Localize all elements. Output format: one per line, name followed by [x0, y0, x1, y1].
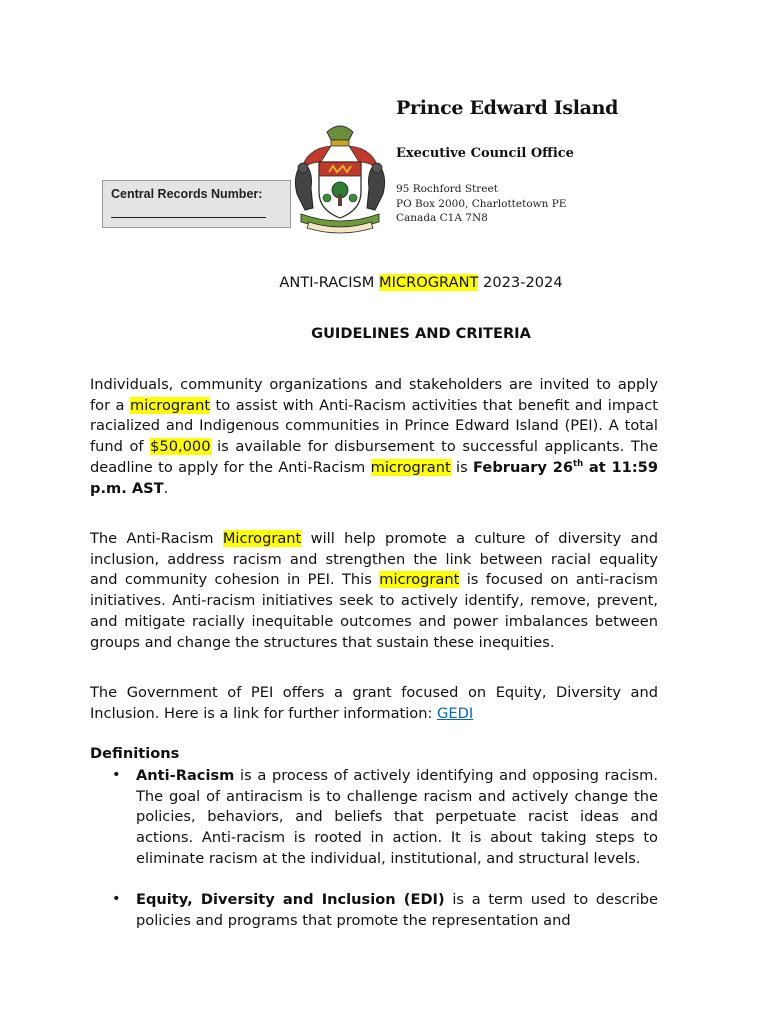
pei-coat-of-arms-icon: [287, 118, 393, 236]
gedi-paragraph: The Government of PEI offers a grant focused on Equity, Diversity and Inclusion. Here is a link for further information: GEDI: [90, 684, 658, 722]
deadline-date: February 26th at 11:59 p.m. AST: [90, 458, 658, 497]
bullet-icon: •: [112, 890, 121, 907]
address-line: PO Box 2000, Charlottetown PE: [396, 198, 567, 210]
central-records-line: [111, 217, 266, 218]
org-title: Prince Edward Island: [396, 97, 619, 119]
bullet-icon: •: [112, 766, 121, 783]
definition-item-anti-racism: Anti-Racism is a process of actively identifying and opposing racism. The goal of antiracism is to challenge racism and actively change the policies, behaviors, and beliefs that perpetuate racist ideas and actions. Anti-racism is rooted in action. It is about taking steps to eliminate racism at the individual, institutional, and structural levels.: [136, 767, 658, 867]
address-line: Canada C1A 7N8: [396, 212, 488, 224]
definition-item-edi: Equity, Diversity and Inclusion (EDI) is a term used to describe policies and programs that promote the representation and: [136, 891, 658, 929]
definitions-heading: Definitions: [90, 745, 180, 762]
purpose-paragraph: The Anti-Racism Microgrant will help promote a culture of diversity and inclusion, address racism and strengthen the link between racial equality and community cohesion in PEI. This microgrant is focused on anti-racism initiatives. Anti-racism initiatives seek to actively identify, remove, prevent, and mitigate racially inequitable outcomes and power imbalances between groups and change the structures that sustain these inequities.: [90, 530, 658, 651]
intro-paragraph: Individuals, community organizations and stakeholders are invited to apply for a microgrant to assist with Anti-Racism activities that benefit and impact racialized and Indigenous communities in Prince Edward Island (PEI). A total fund of $50,000 is available for disbursement to successful applicants. The deadline to apply for the Anti-Racism microgrant is February 26th at 11:59 p.m. AST.: [90, 376, 658, 497]
central-records-box: [102, 180, 291, 228]
central-records-label: Central Records Number:: [111, 187, 263, 201]
office-name: Executive Council Office: [396, 146, 574, 161]
document-subtitle: GUIDELINES AND CRITERIA: [311, 325, 531, 342]
document-title: ANTI-RACISM MICROGRANT 2023-2024: [279, 274, 563, 291]
address-line: 95 Rochford Street: [396, 183, 498, 195]
gedi-link[interactable]: GEDI: [437, 704, 474, 722]
